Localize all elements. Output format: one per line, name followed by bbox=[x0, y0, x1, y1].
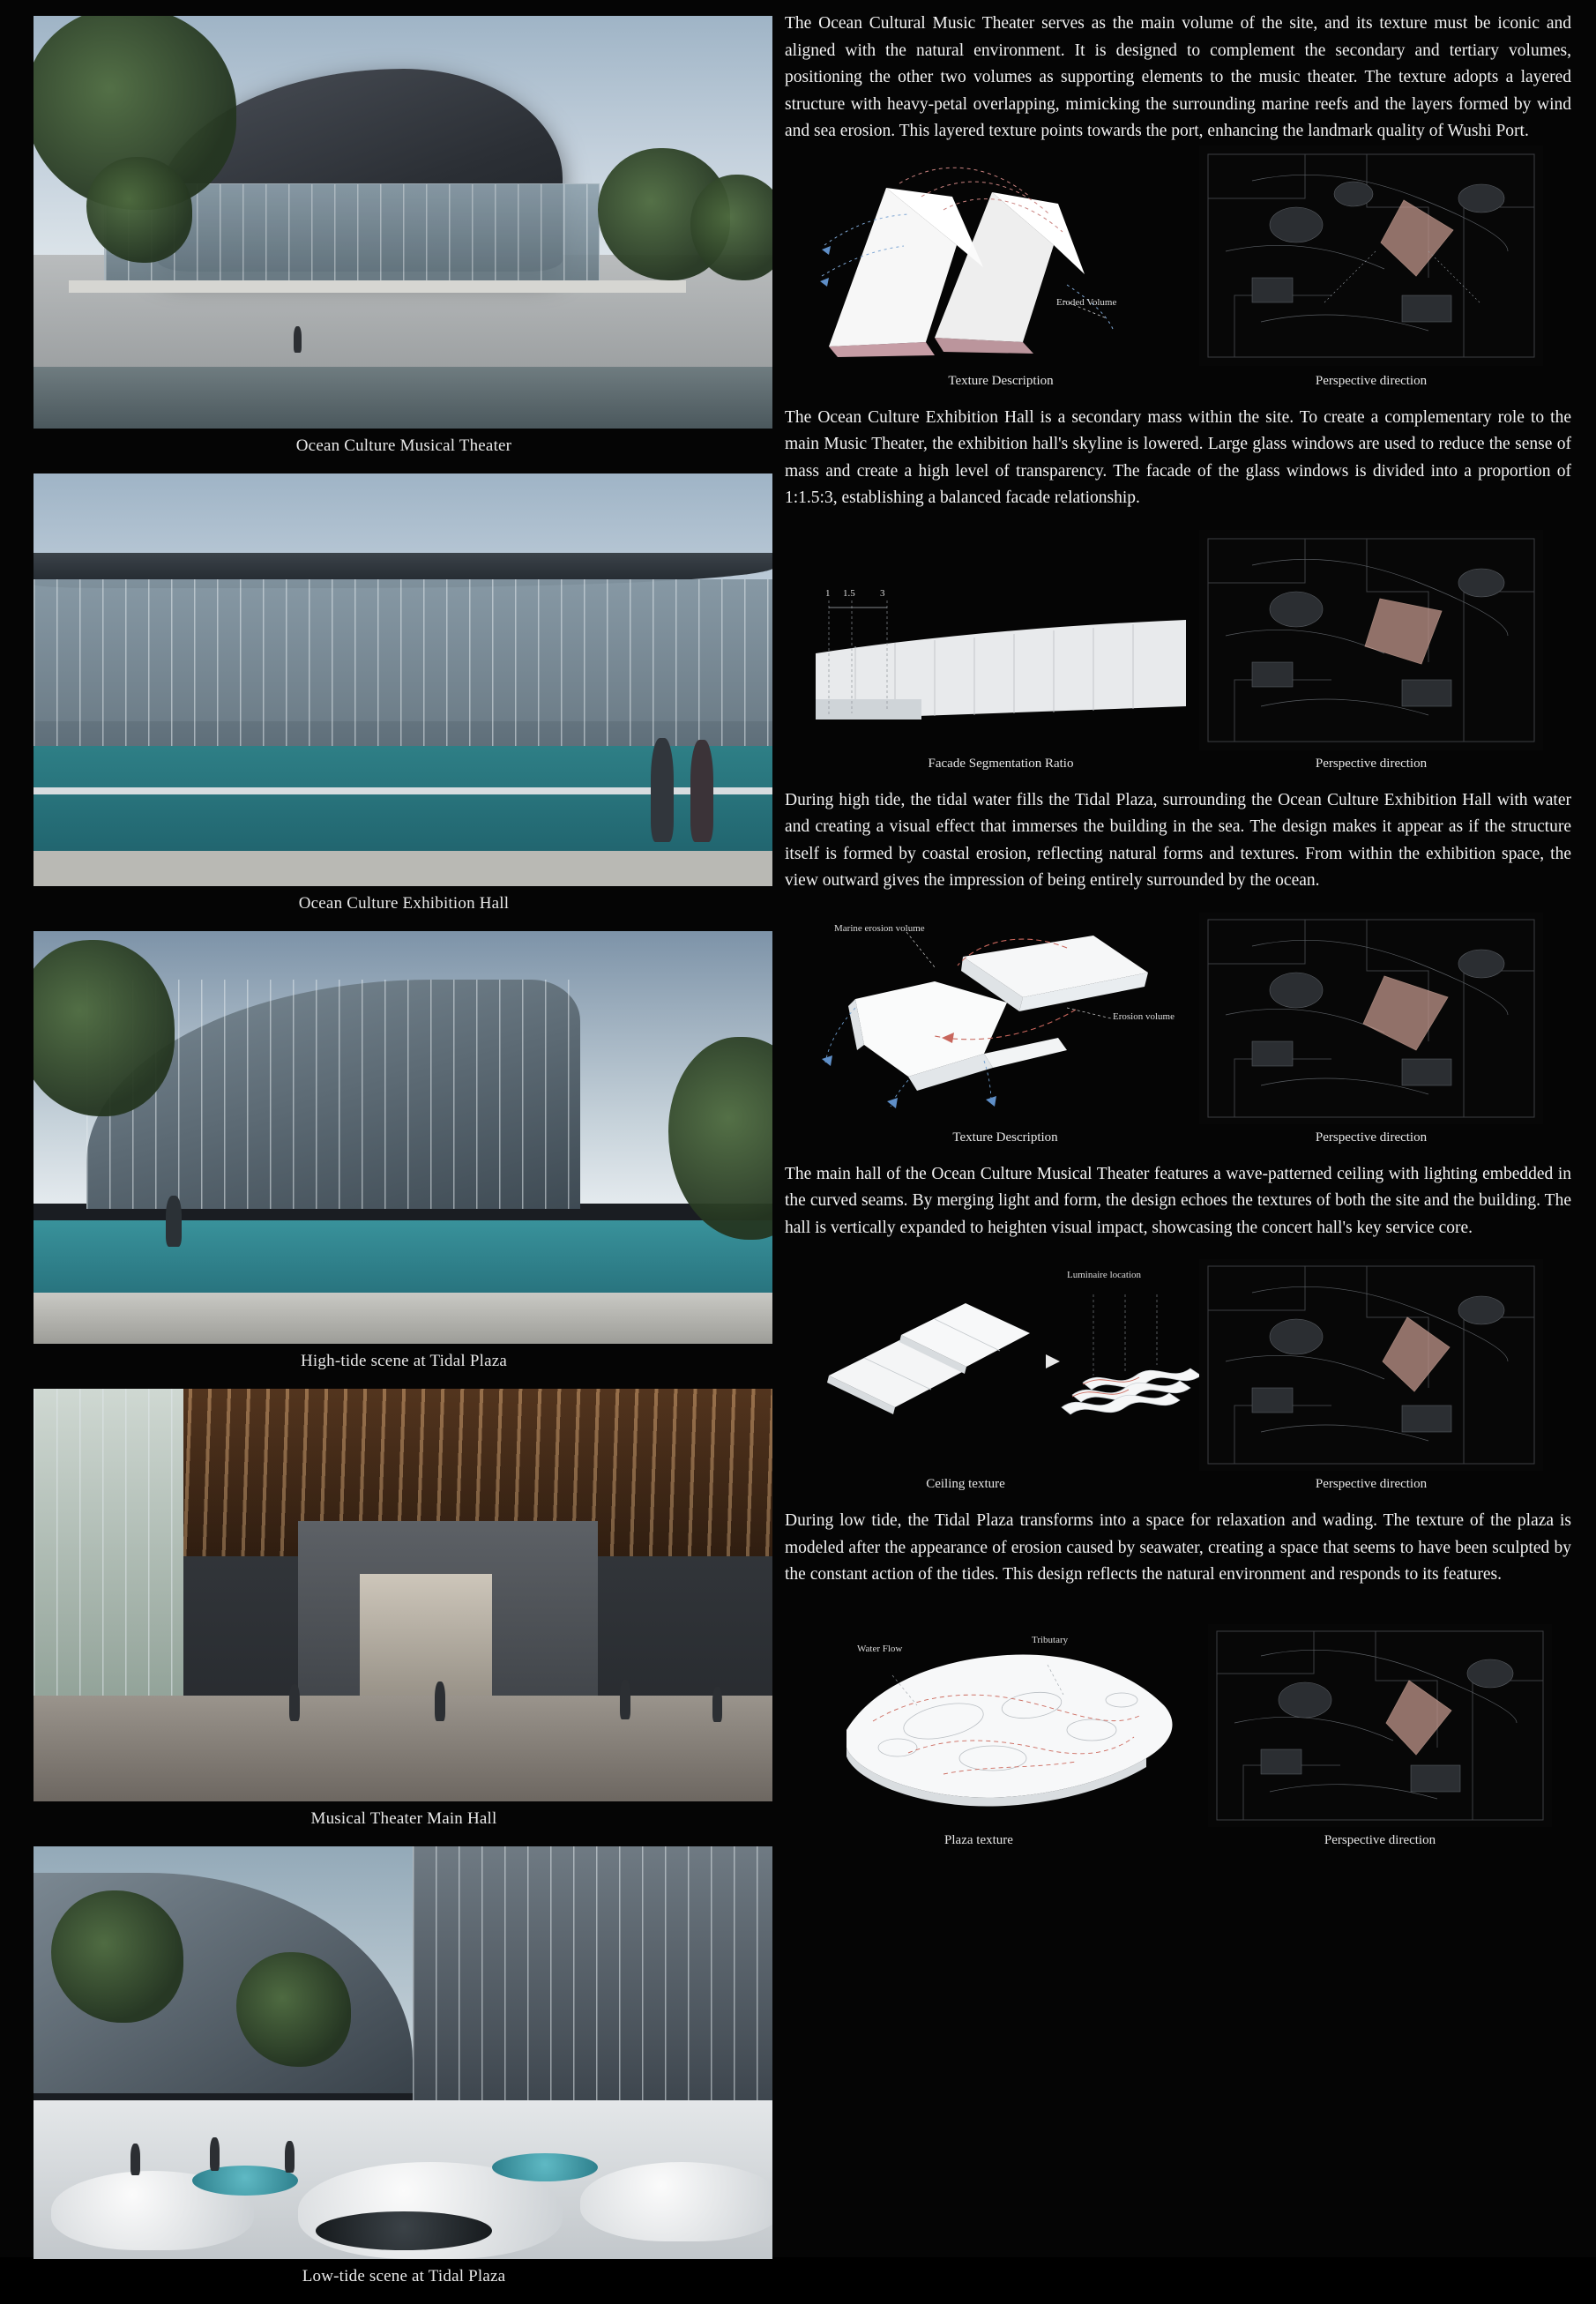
annotation-luminaire-location: Luminaire location bbox=[1067, 1270, 1141, 1280]
diagram-caption: Perspective direction bbox=[1315, 1477, 1428, 1491]
perspective-direction-diagram bbox=[1199, 913, 1552, 1151]
render-caption: Ocean Culture Musical Theater bbox=[295, 436, 512, 455]
perspective-direction-diagram bbox=[1199, 1259, 1552, 1497]
person bbox=[131, 2144, 140, 2175]
text-and-diagram-column bbox=[785, 0, 1570, 1853]
site-plan-svg bbox=[1199, 530, 1543, 750]
render-caption: High-tide scene at Tidal Plaza bbox=[301, 1352, 507, 1370]
diagram-row bbox=[785, 145, 1571, 394]
texture-description-diagram bbox=[802, 161, 1199, 394]
annotation-marine-erosion-volume: Marine erosion volume bbox=[834, 922, 925, 934]
section-exhibition-hall bbox=[785, 394, 1570, 777]
person bbox=[435, 1681, 445, 1721]
diagram-row bbox=[785, 895, 1571, 1151]
render-caption: Ocean Culture Exhibition Hall bbox=[298, 894, 510, 913]
annotation-erosion-volume: Erosion volume bbox=[1113, 1010, 1175, 1022]
tide-pool bbox=[192, 2166, 298, 2196]
render-block-2 bbox=[34, 473, 774, 919]
render-caption: Low-tide scene at Tidal Plaza bbox=[302, 2267, 506, 2285]
texture-description-diagram bbox=[802, 904, 1208, 1151]
annotation-tributary: Tributary bbox=[1032, 1634, 1069, 1645]
section-paragraph: The Ocean Cultural Music Theater serves as the main volume of the site, and its texture must be iconic and aligned with the natural environment. It is designed to complement the secondary and tertiary volumes, positioning the other two volumes as supporting elements to the music theater. The texture adopts a layered structure with heavy-petal overlapping, mimicking the surrounding marine reefs and the layers formed by wind and sea erosion. This layered texture points towards the port, enhancing the landmark quality of Wushi Port. bbox=[785, 14, 1571, 140]
render-block-1 bbox=[34, 16, 774, 461]
render-column bbox=[34, 16, 774, 2304]
glass-facade-right bbox=[413, 1846, 772, 2111]
plaza-deck bbox=[34, 1293, 772, 1344]
plaza-mound bbox=[580, 2162, 772, 2241]
ceiling-texture-svg bbox=[802, 1277, 1208, 1462]
perspective-direction-diagram bbox=[1208, 1624, 1561, 1853]
perspective-direction-diagram bbox=[1199, 145, 1552, 394]
diagram-caption: Ceiling texture bbox=[926, 1477, 1005, 1491]
diagram-row bbox=[785, 512, 1571, 777]
person bbox=[651, 738, 674, 842]
diagram-caption: Perspective direction bbox=[1315, 756, 1428, 771]
render-block-4 bbox=[34, 1389, 774, 1834]
tide-pool bbox=[492, 2153, 598, 2181]
annotation-ratio-1-5: 1.5 bbox=[843, 587, 855, 599]
section-low-tide bbox=[785, 1497, 1570, 1853]
person bbox=[712, 1687, 722, 1722]
annotation-eroded-volume: Eroded Volume bbox=[1056, 296, 1117, 308]
erosion-volume-svg bbox=[802, 904, 1208, 1115]
facade-segmentation-diagram bbox=[802, 587, 1199, 777]
render-block-3 bbox=[34, 931, 774, 1376]
section-paragraph: The main hall of the Ocean Culture Musical Theater features a wave-patterned ceiling with lighting embedded in the curved seams. By merging light and form, the design echoes the textures of both the site and the building. The hall is vertically expanded to heighten visual impact, showcasing the concert hall's key service core. bbox=[785, 1164, 1571, 1237]
site-plan-svg bbox=[1199, 913, 1543, 1124]
diagram-caption: Plaza texture bbox=[944, 1832, 1013, 1847]
person bbox=[620, 1680, 630, 1719]
diagram-caption: Perspective direction bbox=[1315, 1130, 1428, 1145]
render-caption: Musical Theater Main Hall bbox=[310, 1809, 497, 1828]
diagram-row bbox=[785, 1589, 1571, 1853]
person bbox=[294, 326, 302, 353]
texture-diagram-svg bbox=[802, 161, 1199, 364]
section-paragraph: The Ocean Culture Exhibition Hall is a secondary mass within the site. To create a complementary role to the main Music Theater, the exhibition hall's skyline is lowered. Large glass windows are used to reduce the sense of mass and create a high level of transparency. The facade of the glass windows is divided into a proportion of 1:1.5:3, establishing a balanced facade relationship. bbox=[785, 407, 1571, 507]
section-paragraph: During low tide, the Tidal Plaza transforms into a space for relaxation and wading. The texture of the plaza is modeled after the appearance of erosion caused by seawater, creating a space that seems to have been sculpted by the constant action of the tides. This design reflects the natural environment and responds to its features. bbox=[785, 1511, 1571, 1584]
deck-edge bbox=[69, 280, 686, 293]
site-plan-svg bbox=[1199, 145, 1543, 366]
diagram-caption: Perspective direction bbox=[1315, 373, 1428, 388]
section-paragraph: During high tide, the tidal water fills the Tidal Plaza, surrounding the Ocean Culture Exhibition Hall with water and creating a visual effect that immerses the building in the sea. The design makes it appear as if the structure itself is formed by coastal erosion, reflecting natural forms and textures. From within the exhibition space, the view outward gives the impression of being entirely surrounded by the ocean. bbox=[785, 790, 1571, 890]
render-image-low-tide-tidal-plaza bbox=[34, 1846, 772, 2259]
site-plan-svg bbox=[1208, 1624, 1552, 1827]
tide-pool bbox=[316, 2211, 492, 2250]
annotation-ratio-1: 1 bbox=[825, 587, 831, 599]
render-image-high-tide-tidal-plaza bbox=[34, 931, 772, 1344]
person bbox=[289, 1684, 300, 1721]
diagram-caption: Texture Description bbox=[948, 373, 1054, 388]
render-image-musical-theater-main-hall bbox=[34, 1389, 772, 1801]
section-music-theater bbox=[785, 0, 1570, 394]
person bbox=[166, 1196, 182, 1247]
ceiling-texture-diagram bbox=[802, 1270, 1208, 1497]
curtain-wall bbox=[34, 1389, 183, 1715]
render-image-ocean-culture-musical-theater bbox=[34, 16, 772, 429]
diagram-caption: Texture Description bbox=[952, 1130, 1058, 1145]
section-main-hall bbox=[785, 1151, 1570, 1498]
person bbox=[285, 2141, 295, 2173]
render-block-5 bbox=[34, 1846, 774, 2292]
diagram-caption: Perspective direction bbox=[1324, 1832, 1436, 1847]
person bbox=[690, 740, 713, 842]
annotation-water-flow: Water Flow bbox=[857, 1643, 903, 1654]
annotation-ratio-3: 3 bbox=[880, 587, 885, 599]
mullion-pattern bbox=[34, 1389, 183, 1715]
diagram-row bbox=[785, 1241, 1571, 1497]
mullion-pattern bbox=[413, 1846, 772, 2111]
floor bbox=[34, 1696, 772, 1801]
facade-elevation-svg bbox=[802, 600, 1199, 746]
site-plan-svg bbox=[1199, 1259, 1543, 1471]
plaza-texture-diagram bbox=[811, 1624, 1217, 1853]
reflecting-pool bbox=[34, 367, 772, 429]
section-high-tide bbox=[785, 777, 1570, 1151]
person bbox=[210, 2137, 220, 2171]
perspective-direction-diagram bbox=[1199, 530, 1552, 777]
promenade bbox=[34, 851, 772, 886]
render-image-ocean-culture-exhibition-hall bbox=[34, 473, 772, 886]
diagram-caption: Facade Segmentation Ratio bbox=[928, 756, 1074, 771]
